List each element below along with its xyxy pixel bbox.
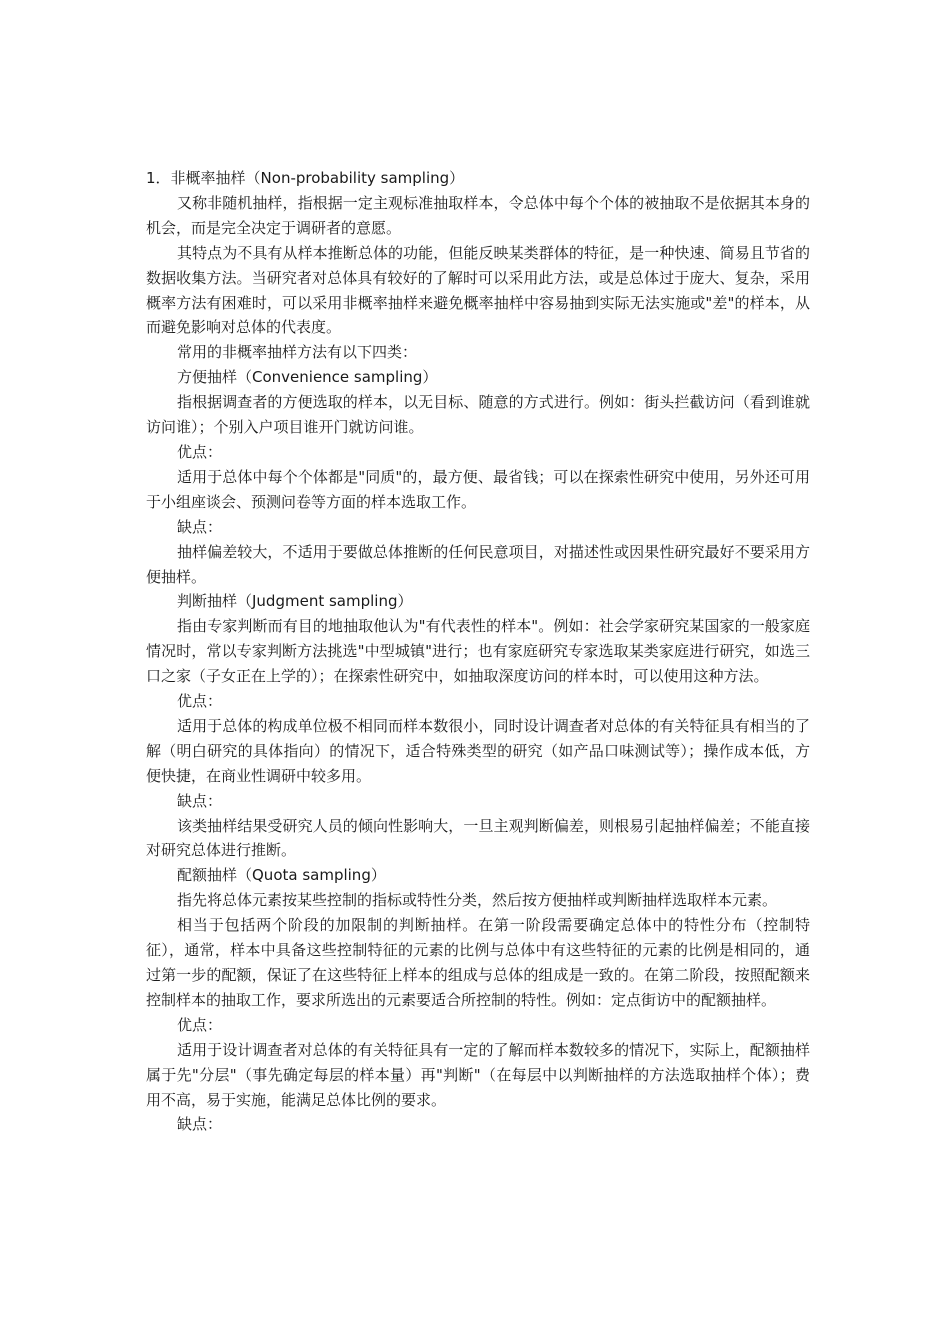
paragraph-quota-advantages: 适用于设计调查者对总体的有关特征具有一定的了解而样本数较多的情况下，实际上，配额抽样属于先"分层"（事先确定每层的样本量）再"判断"（在每层中以判断抽样的方法选取抽样个体）；费用不高，易于实施，能满足总体比例的要求。: [146, 1040, 810, 1109]
label-disadvantages: 缺点：: [177, 517, 223, 536]
paragraph-quota-definition: 指先将总体元素按某些控制的指标或特性分类，然后按方便抽样或判断抽样选取样本元素。: [177, 891, 778, 910]
label-advantages: 优点：: [177, 442, 223, 461]
paragraph-convenience-disadvantages: 抽样偏差较大，不适用于要做总体推断的任何民意项目，对描述性或因果性研究最好不要采用方便抽样。: [146, 542, 810, 586]
label-disadvantages: 缺点：: [177, 1115, 223, 1134]
paragraph-judgment-definition: 指由专家判断而有目的地抽取他认为"有代表性的样本"。例如：社会学家研究某国家的一般家庭情况时，常以专家判断方法挑选"中型城镇"进行；也有家庭研究专家选取某类家庭进行研究，如选三口之家（子女正在上学的）；在探索性研究中，如抽取深度访问的样本时，可以使用这种方法。: [146, 617, 810, 686]
paragraph-judgment-disadvantages: 该类抽样结果受研究人员的倾向性影响大，一旦主观判断偏差，则根易引起抽样偏差；不能直接对研究总体进行推断。: [146, 816, 810, 860]
document-page: [146, 166, 810, 1137]
label-disadvantages: 缺点：: [177, 791, 223, 810]
label-advantages: 优点：: [177, 1015, 223, 1034]
paragraph-intro-methods: 常用的非概率抽样方法有以下四类：: [177, 343, 418, 362]
subheading-quota-sampling: 配额抽样（Quota sampling）: [177, 866, 386, 885]
paragraph-characteristics: 其特点为不具有从样本推断总体的功能，但能反映某类群体的特征，是一种快速、简易且节省的数据收集方法。当研究者对总体具有较好的了解时可以采用此方法，或是总体过于庞大、复杂，采用概率方法有困难时，可以采用非概率抽样来避免概率抽样中容易抽到实际无法实施或"差"的样本，从而避免影响对总体的代表度。: [146, 243, 810, 337]
label-advantages: 优点：: [177, 692, 223, 711]
section-heading: 1．非概率抽样（Non-probability sampling）: [146, 169, 465, 187]
subheading-convenience-sampling: 方便抽样（Convenience sampling）: [177, 368, 438, 387]
paragraph-judgment-advantages: 适用于总体的构成单位极不相同而样本数很小，同时设计调查者对总体的有关特征具有相当的了解（明白研究的具体指向）的情况下，适合特殊类型的研究（如产品口味测试等）；操作成本低，方便快捷，在商业性调研中较多用。: [146, 716, 810, 785]
subheading-judgment-sampling: 判断抽样（Judgment sampling）: [177, 592, 413, 611]
paragraph-definition: 又称非随机抽样，指根据一定主观标准抽取样本，令总体中每个个体的被抽取不是依据其本身的机会，而是完全决定于调研者的意愿。: [146, 193, 810, 237]
paragraph-quota-stages: 相当于包括两个阶段的加限制的判断抽样。在第一阶段需要确定总体中的特性分布（控制特征），通常，样本中具备这些控制特征的元素的比例与总体中有这些特征的元素的比例是相同的，通过第一步的配额，保证了在这些特征上样本的组成与总体的组成是一致的。在第二阶段，按照配额来控制样本的抽取工作，要求所选出的元素要适合所控制的特性。例如：定点街访中的配额抽样。: [146, 916, 810, 1009]
paragraph-convenience-definition: 指根据调查者的方便选取的样本，以无目标、随意的方式进行。例如：街头拦截访问（看到谁就访问谁）；个别入户项目谁开门就访问谁。: [146, 393, 810, 437]
paragraph-convenience-advantages: 适用于总体中每个个体都是"同质"的，最方便、最省钱；可以在探索性研究中使用，另外还可用于小组座谈会、预测问卷等方面的样本选取工作。: [146, 467, 810, 511]
